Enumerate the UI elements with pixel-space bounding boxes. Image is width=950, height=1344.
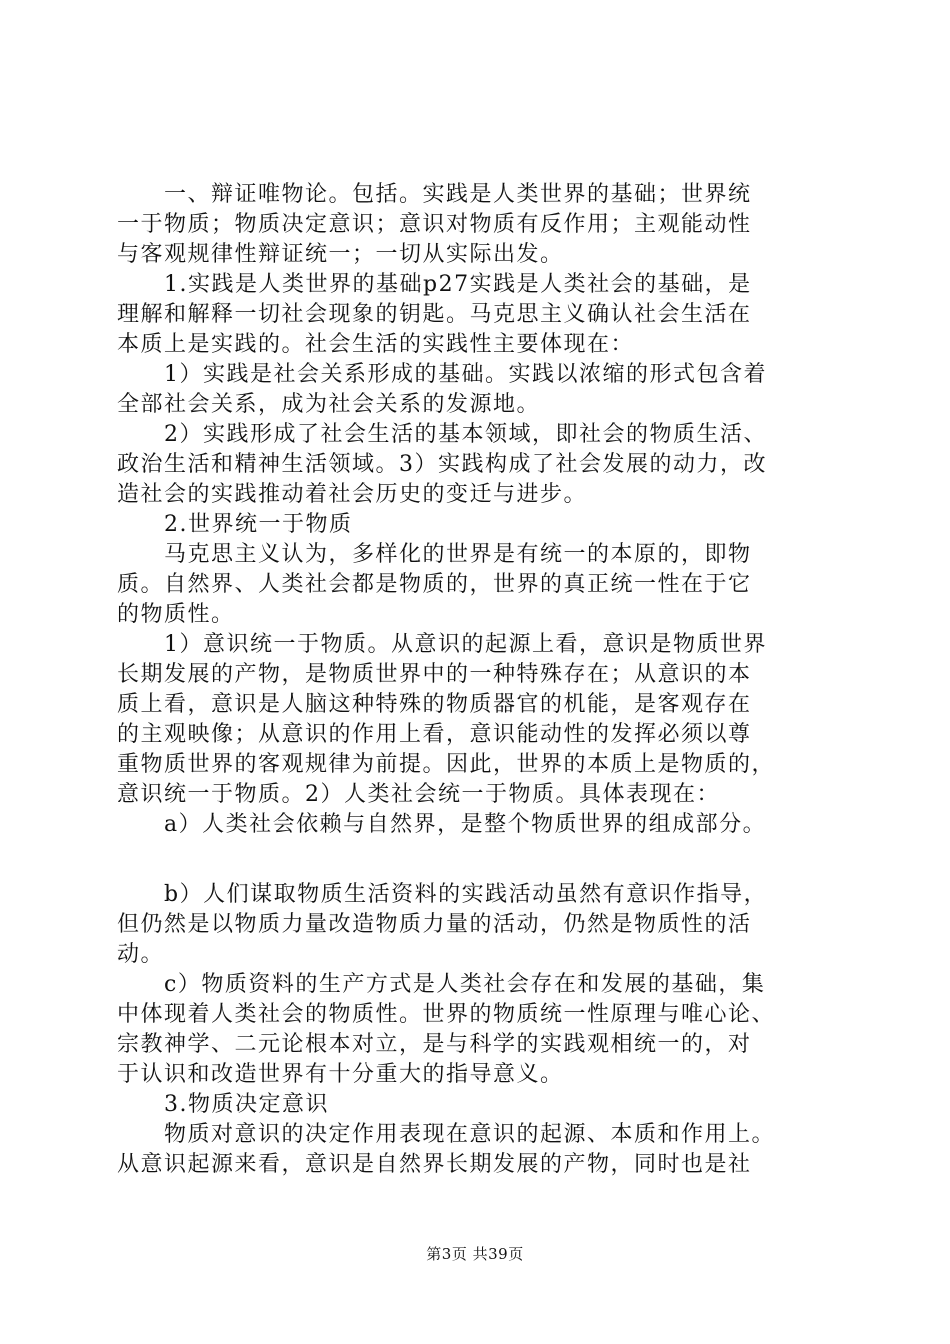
text-line: 从意识起源来看，意识是自然界长期发展的产物，同时也是社 [117, 1152, 752, 1177]
text-line: 但仍然是以物质力量改造物质力量的活动，仍然是物质性的活 [117, 912, 752, 937]
page-number-footer: 第3页 共39页 [426, 1245, 524, 1263]
section-heading: 3.物质决定意识 [117, 1092, 329, 1117]
text-line: 的物质性。 [117, 602, 235, 627]
text-line: 马克思主义认为，多样化的世界是有统一的本原的，即物 [117, 542, 752, 567]
text-line: 质。自然界、人类社会都是物质的，世界的真正统一性在于它 [117, 572, 752, 597]
text-line: 理解和解释一切社会现象的钥匙。马克思主义确认社会生活在 [117, 302, 752, 327]
text-line: 政治生活和精神生活领域。3）实践构成了社会发展的动力，改 [117, 452, 767, 477]
text-line: 重物质世界的客观规律为前提。因此，世界的本质上是物质的， [117, 752, 776, 777]
text-line: 宗教神学、二元论根本对立，是与科学的实践观相统一的，对 [117, 1032, 752, 1057]
text-line: 1.实践是人类世界的基础p27实践是人类社会的基础，是 [117, 272, 752, 297]
text-line: 质上看，意识是人脑这种特殊的物质器官的机能，是客观存在 [117, 692, 752, 717]
text-line: 中体现着人类社会的物质性。世界的物质统一性原理与唯心论、 [117, 1002, 776, 1027]
text-line: 一、辩证唯物论。包括。实践是人类世界的基础；世界统 [117, 182, 752, 207]
text-line: 物质对意识的决定作用表现在意识的起源、本质和作用上。 [117, 1122, 776, 1147]
text-line: c）物质资料的生产方式是人类社会存在和发展的基础，集 [117, 972, 766, 997]
text-line: 造社会的实践推动着社会历史的变迁与进步。 [117, 482, 588, 507]
text-line: 1）意识统一于物质。从意识的起源上看，意识是物质世界 [117, 632, 767, 657]
text-line: 本质上是实践的。社会生活的实践性主要体现在： [117, 332, 635, 357]
text-line: 于认识和改造世界有十分重大的指导意义。 [117, 1062, 564, 1087]
text-line: 1）实践是社会关系形成的基础。实践以浓缩的形式包含着 [117, 362, 767, 387]
section-heading: 2.世界统一于物质 [117, 512, 353, 537]
text-line: a）人类社会依赖与自然界，是整个物质世界的组成部分。 [117, 812, 767, 837]
text-line: 全部社会关系，成为社会关系的发源地。 [117, 392, 541, 417]
text-line: 一于物质；物质决定意识；意识对物质有反作用；主观能动性 [117, 212, 752, 237]
text-line: b）人们谋取物质生活资料的实践活动虽然有意识作指导， [117, 882, 768, 907]
text-line: 2）实践形成了社会生活的基本领域，即社会的物质生活、 [117, 422, 767, 447]
text-line: 长期发展的产物，是物质世界中的一种特殊存在；从意识的本 [117, 662, 752, 687]
text-line: 动。 [117, 942, 165, 967]
text-line: 的主观映像；从意识的作用上看，意识能动性的发挥必须以尊 [117, 722, 752, 747]
text-line: 与客观规律性辩证统一；一切从实际出发。 [117, 242, 564, 267]
text-line: 意识统一于物质。2）人类社会统一于物质。具体表现在： [117, 782, 720, 807]
